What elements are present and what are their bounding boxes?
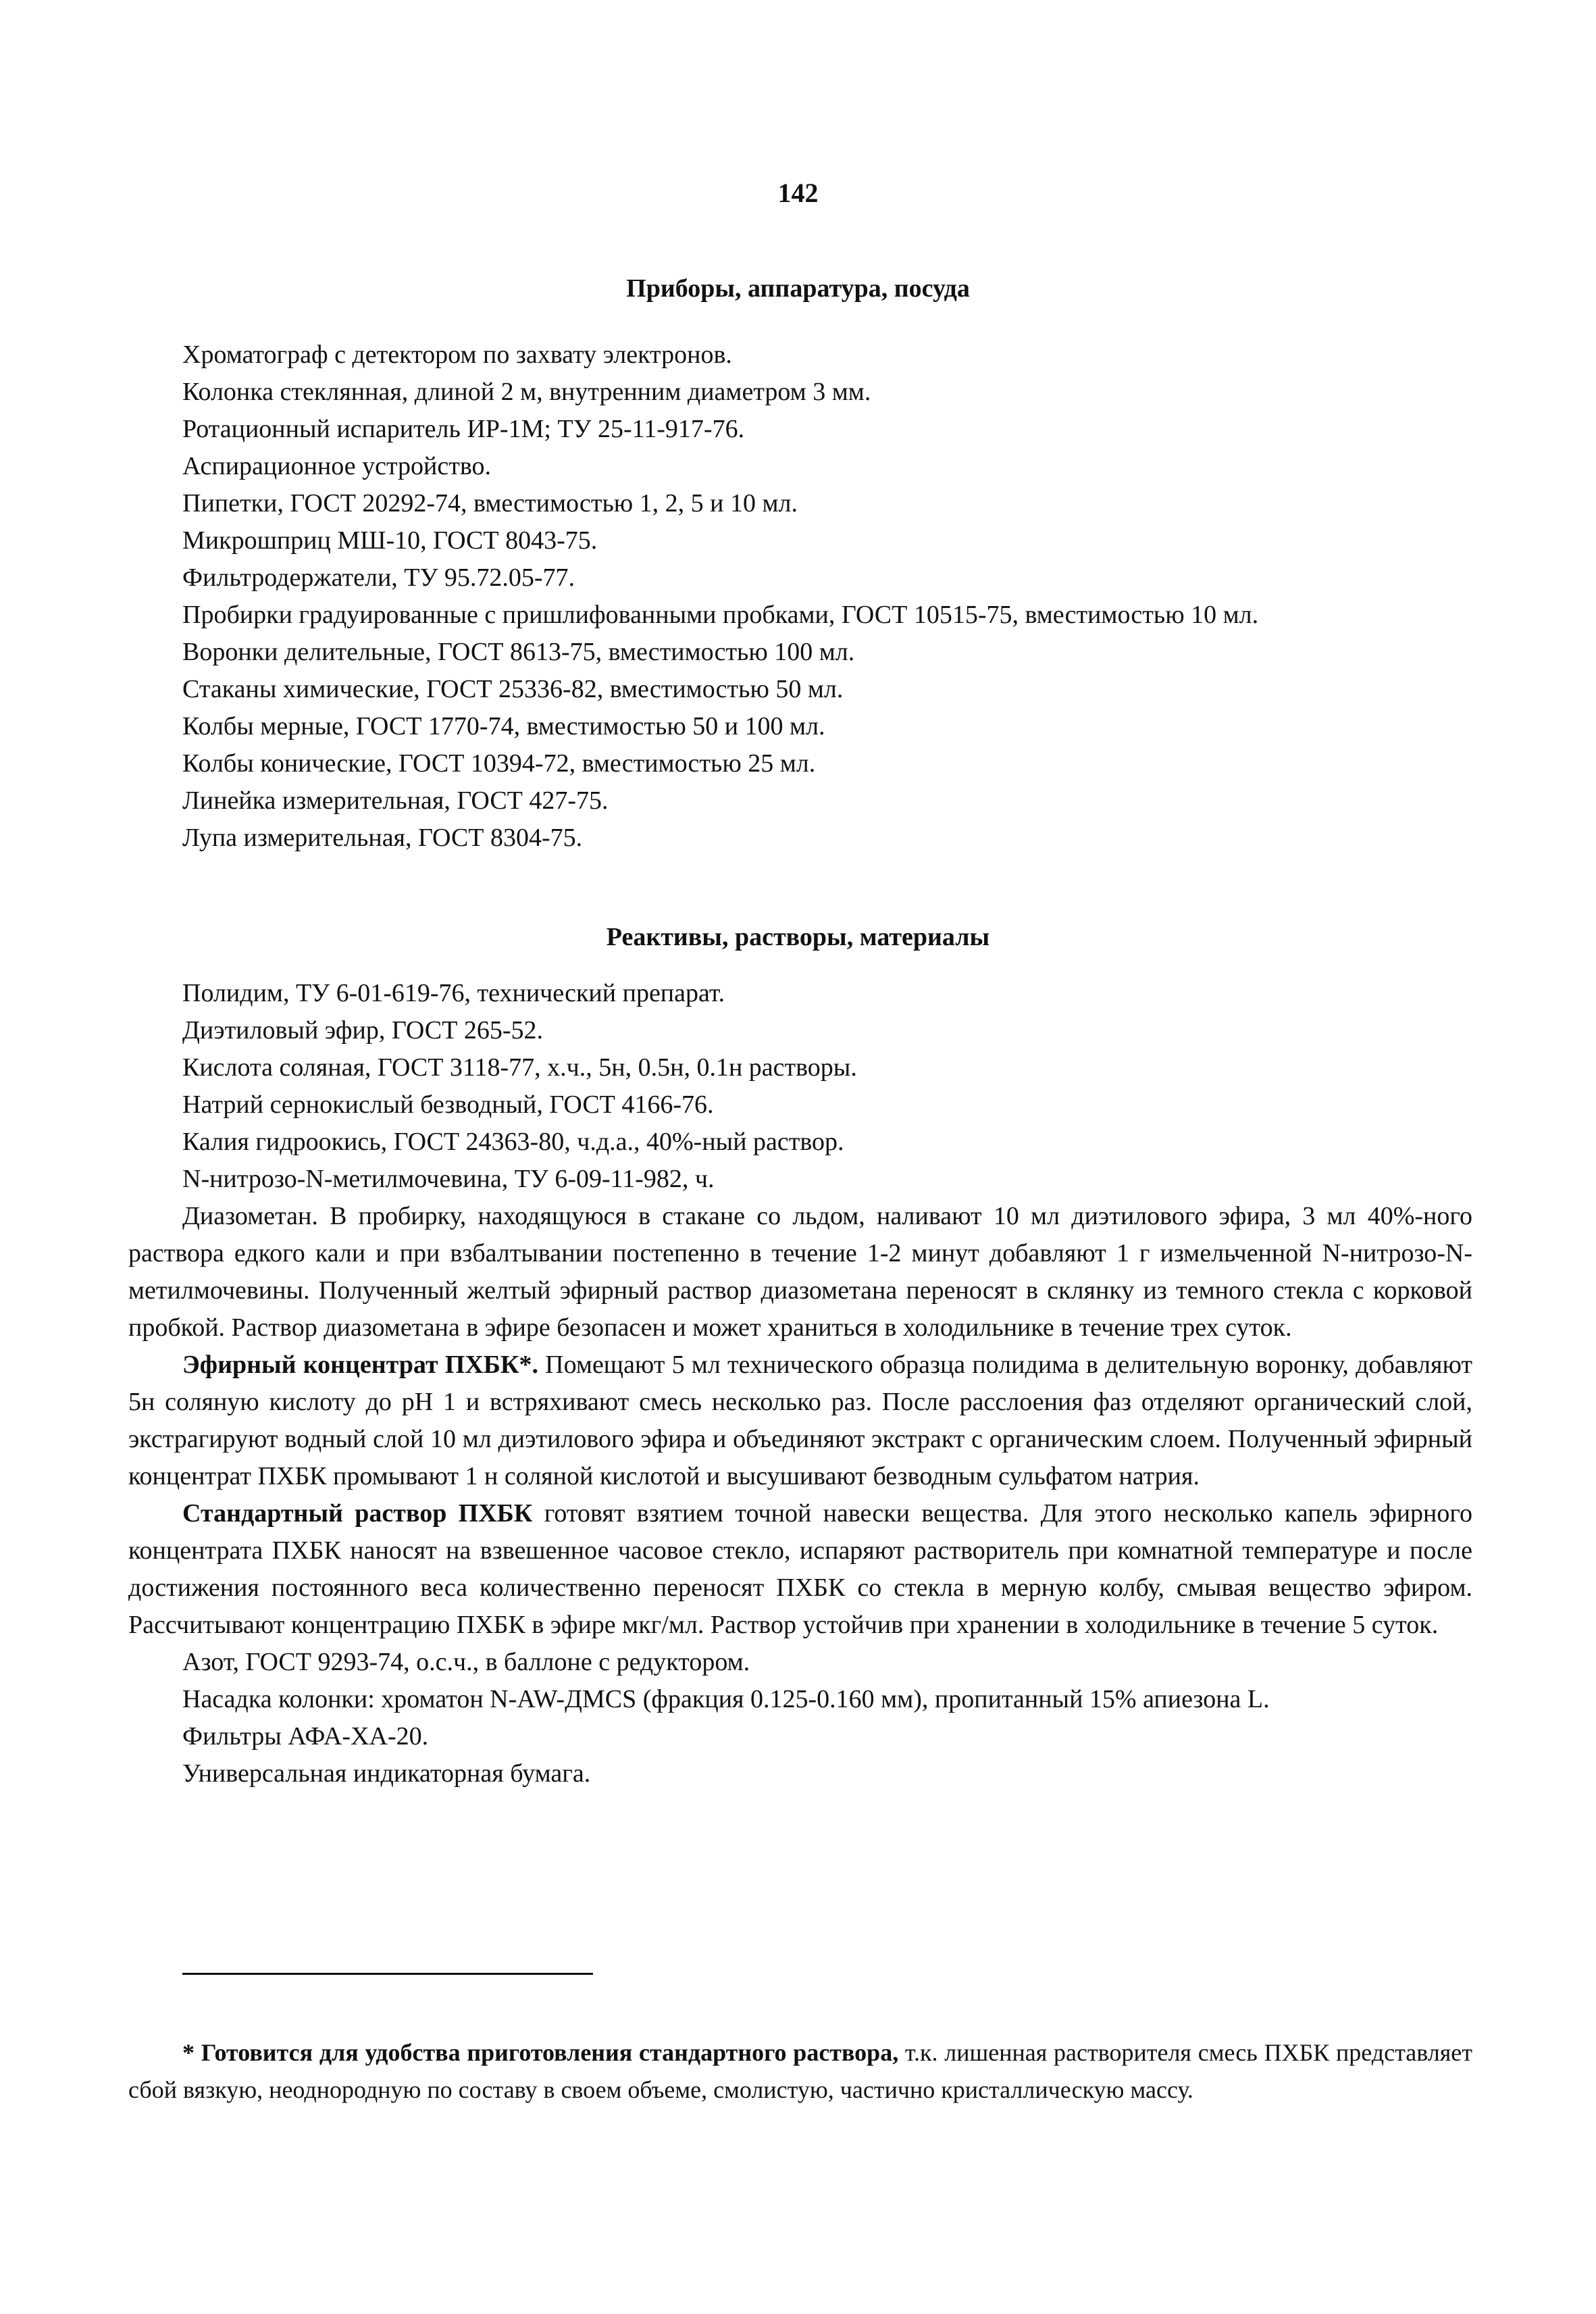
list-item: Полидим, ТУ 6-01-619-76, технический препарат. <box>182 979 725 1007</box>
footnote-text: т.к. лишенная растворителя смесь ПХБК представляет сбой вязкую, неоднородную по составу в своем объеме, смолистую, частично кристаллическую массу. <box>128 2039 1472 2103</box>
equipment-list <box>128 336 1472 857</box>
section-heading-equipment: Приборы, аппаратура, посуда <box>626 274 970 303</box>
list-item: Колонка стеклянная, длиной 2 м, внутренним диаметром 3 мм. <box>182 378 871 406</box>
paragraph-text: готовят взятием точной навески вещества. Для этого несколько капель эфирного концентрата ПХБК наносят на взвешенное часовое стекло, испаряют растворитель при комнатной температуре и после достижения постоянного веса количественно переносят ПХБК со стекла в мерную колбу, смывая вещество эфиром. Рассчитывают концентрацию ПХБК в эфире мкг/мл. Раствор устойчив при хранении в холодильнике в течение 5 суток. <box>128 1499 1473 1639</box>
list-item: Колбы конические, ГОСТ 10394-72, вместимостью 25 мл. <box>182 749 816 778</box>
list-item: Фильтры АФА-ХА-20. <box>182 1722 429 1751</box>
list-item: Азот, ГОСТ 9293-74, о.с.ч., в баллоне с редуктором. <box>182 1648 750 1676</box>
list-item: Ротационный испаритель ИР-1М; ТУ 25-11-917-76. <box>182 415 745 443</box>
list-item: Насадка колонки: хроматон N-AW-ДМCS (фракция 0.125-0.160 мм), пропитанный 15% апиезона L. <box>182 1685 1270 1713</box>
list-item: Натрий сернокислый безводный, ГОСТ 4166-76. <box>182 1090 714 1119</box>
list-item: Стаканы химические, ГОСТ 25336-82, вместимостью 50 мл. <box>182 675 844 703</box>
paragraph-text: Помещают 5 мл технического образца полидима в делительную воронку, добавляют 5н соляную кислоту до pH 1 и встряхивают смесь несколько раз. После расслоения фаз отделяют органический слой, экстрагируют водный слой 10 мл диэтилового эфира и объединяют экстракт с органическим слоем. Полученный эфирный концентрат ПХБК промывают 1 н соляной кислотой и высушивают безводным сульфатом натрия. <box>128 1351 1472 1490</box>
list-item: Лупа измерительная, ГОСТ 8304-75. <box>182 824 583 852</box>
paragraph-concentrate <box>128 1347 1472 1495</box>
list-item: Пробирки градуированные с пришлифованными пробками, ГОСТ 10515-75, вместимостью 10 мл. <box>182 601 1259 629</box>
footnote <box>128 2034 1472 2109</box>
list-item: Пипетки, ГОСТ 20292-74, вместимостью 1, 2, 5 и 10 мл. <box>182 489 798 518</box>
paragraph-standard-solution <box>128 1495 1472 1644</box>
list-item: Хроматограф с детектором по захвату электронов. <box>182 341 732 369</box>
list-item: Универсальная индикаторная бумага. <box>182 1759 591 1788</box>
list-item: Диэтиловый эфир, ГОСТ 265-52. <box>182 1016 543 1045</box>
page-number: 142 <box>777 178 819 208</box>
paragraph-lead: Стандартный раствор ПХБК <box>182 1499 533 1528</box>
reagents-list <box>128 975 1472 1792</box>
paragraph-lead: Эфирный концентрат ПХБК*. <box>182 1351 538 1379</box>
list-item: Микрошприц МШ-10, ГОСТ 8043-75. <box>182 526 598 555</box>
list-item: Кислота соляная, ГОСТ 3118-77, х.ч., 5н, 0.5н, 0.1н растворы. <box>182 1053 857 1082</box>
list-item: N-нитрозо-N-метилмочевина, ТУ 6-09-11-982, ч. <box>182 1165 715 1193</box>
list-item: Линейка измерительная, ГОСТ 427-75. <box>182 786 609 815</box>
section-heading-reagents: Реактивы, растворы, материалы <box>606 923 990 951</box>
list-item: Фильтродержатели, ТУ 95.72.05-77. <box>182 563 575 592</box>
list-item: Колбы мерные, ГОСТ 1770-74, вместимостью 50 и 100 мл. <box>182 712 825 740</box>
list-item: Аспирационное устройство. <box>182 452 492 480</box>
paragraph-diazomethane: Диазометан. В пробирку, находящуюся в стакане со льдом, наливают 10 мл диэтилового эфира, 3 мл 40%-ного раствора едкого кали и при взбалтывании постепенно в течение 1-2 минут добавляют 1 г измельченной N-нитрозо-N-метилмочевины. Полученный желтый эфирный раствор диазометана переносят в склянку из темного стекла с корковой пробкой. Раствор диазометана в эфире безопасен и может храниться в холодильнике в течение трех суток. <box>128 1202 1472 1342</box>
list-item: Калия гидроокись, ГОСТ 24363-80, ч.д.а., 40%-ный раствор. <box>182 1128 844 1156</box>
footnote-lead: * Готовится для удобства приготовления стандартного раствора, <box>182 2039 899 2066</box>
list-item: Воронки делительные, ГОСТ 8613-75, вместимостью 100 мл. <box>182 638 855 666</box>
footnote-divider <box>182 1973 593 1975</box>
